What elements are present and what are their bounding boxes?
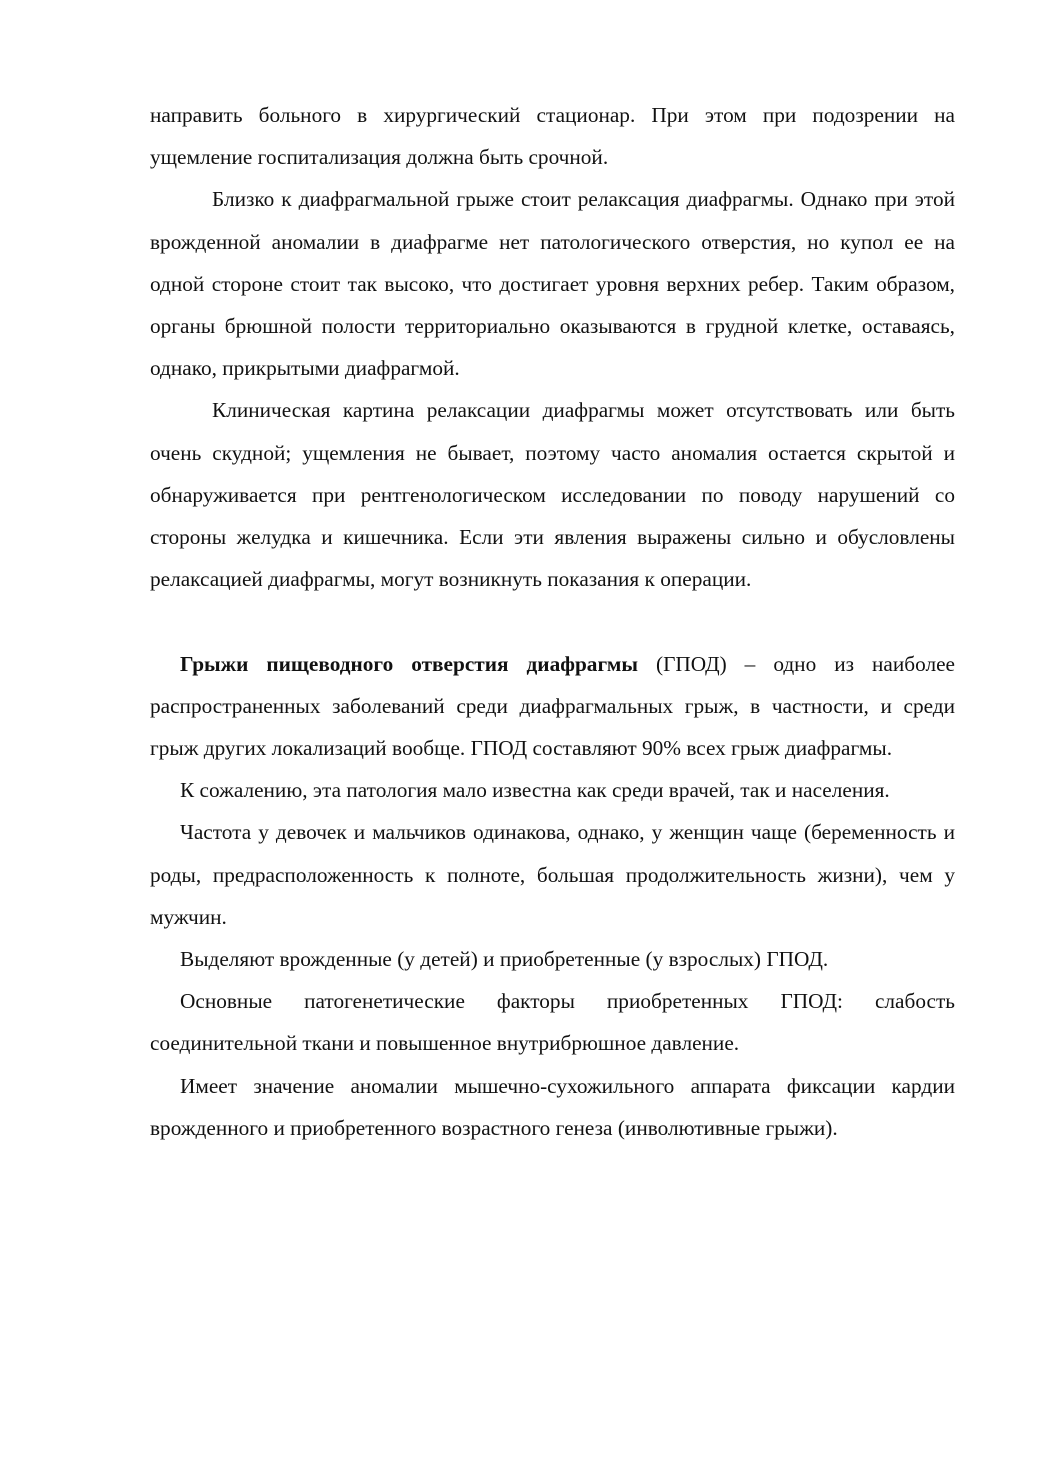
paragraph-pathogenesis: Основные патогенетические факторы приобретенных ГПОД: слабость соединительной ткани и повышенное внутрибрюшное давление.: [150, 989, 955, 1056]
term-hiatal-hernia: Грыжи пищеводного отверстия диафрагмы: [180, 651, 638, 676]
paragraph-frequency: Частота у девочек и мальчиков одинакова, однако, у женщин чаще (беременность и роды, предрасположенность к полноте, большая продолжительность жизни), чем у мужчин.: [150, 820, 955, 929]
paragraph-gap: [150, 600, 955, 642]
paragraph-diaphragm-relaxation: Близко к диафрагмальной грыже стоит релаксация диафрагмы. Однако при этой врожденной аномалии в диафрагме нет патологического отверстия, но купол ее на одной стороне стоит так высоко, что достигает уровня верхних ребер. Таким образом, органы брюшной полости территориально оказываются в грудной клетке, оставаясь, однако, прикрытыми диафрагмой.: [150, 187, 955, 381]
paragraph-hiatal-hernia: [150, 643, 955, 770]
paragraph-anomalies: Имеет значение аномалии мышечно-сухожильного аппарата фиксации кардии врожденного и приобретенного возрастного генеза (инволютивные грыжи).: [150, 1073, 955, 1140]
document-body: [150, 94, 955, 1149]
paragraph-hiatal-hernia-text: (ГПОД) – одно из наиболее распространенных заболеваний среди диафрагмальных грыж, в частности, и среди грыж других локализаций вообще. ГПОД составляют 90% всех грыж диафрагмы.: [150, 651, 955, 761]
paragraph-clinical-picture: Клиническая картина релаксации диафрагмы может отсутствовать или быть очень скудной; ущемления не бывает, поэтому часто аномалия остается скрытой и обнаруживается при рентгенологическом исследовании по поводу нарушений со стороны желудка и кишечника. Если эти явления выражены сильно и обусловлены релаксацией диафрагмы, могут возникнуть показания к операции.: [150, 398, 955, 592]
paragraph-hospitalization: направить больного в хирургический стационар. При этом при подозрении на ущемление госпитализация должна быть срочной.: [150, 103, 955, 170]
paragraph-types: Выделяют врожденные (у детей) и приобретенные (у взрослых) ГПОД.: [180, 947, 829, 972]
paragraph-awareness: К сожалению, эта патология мало известна как среди врачей, так и населения.: [180, 778, 890, 803]
